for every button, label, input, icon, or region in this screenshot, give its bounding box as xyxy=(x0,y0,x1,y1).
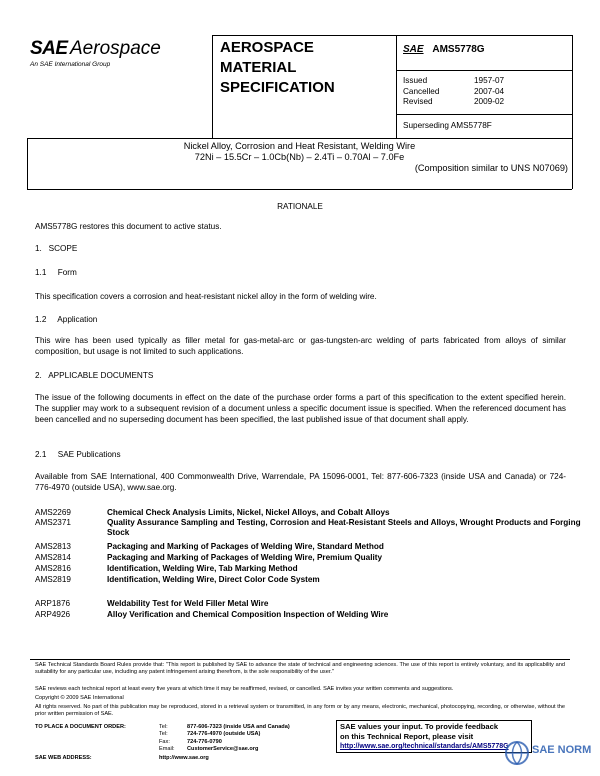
order-block xyxy=(35,724,335,764)
cancelled-value: 2007-04 xyxy=(474,86,505,96)
logo-tagline: An SAE International Group xyxy=(30,61,111,68)
title-bottom-rule xyxy=(27,189,572,190)
doc-ref-title: Weldability Test for Weld Filler Metal Wire xyxy=(107,599,269,608)
doc-ref-title: Identification, Welding Wire, Tab Marking Method xyxy=(107,564,298,573)
title-block xyxy=(27,141,572,174)
issued-label: Issued xyxy=(403,76,428,85)
fax-label: Fax: xyxy=(159,738,170,745)
section-1-1-heading: 1.1 Form xyxy=(35,268,77,277)
spec-title-line-2: MATERIAL xyxy=(220,59,297,76)
watermark-globe-icon xyxy=(504,740,530,766)
section-2-heading: 2. APPLICABLE DOCUMENTS xyxy=(35,371,154,380)
header-divider-left xyxy=(212,35,213,138)
doc-ref-code: ARP1876 xyxy=(35,599,71,608)
doc-ref-title: Chemical Check Analysis Limits, Nickel, Nickel Alloys, and Cobalt Alloys xyxy=(107,508,390,517)
feedback-link[interactable]: http://www.sae.org/technical/standards/AMS5778G xyxy=(340,743,509,750)
title-line-2: 72Ni – 15.5Cr – 1.0Cb(Nb) – 2.4Ti – 0.70Al – 7.0Fe xyxy=(194,152,405,162)
doc-ref-row xyxy=(35,542,600,552)
revised-value: 2009-02 xyxy=(474,97,505,106)
title-line-3: (Composition similar to UNS N07069) xyxy=(414,163,568,173)
doc-ref-title: Identification, Welding Wire, Direct Color Code System xyxy=(107,575,320,584)
rationale-heading: RATIONALE xyxy=(277,202,323,211)
superseding: Superseding AMS5778F xyxy=(403,121,492,130)
email-value[interactable]: CustomerService@sae.org xyxy=(187,746,259,753)
doc-ref-code: AMS2371 xyxy=(35,518,71,527)
issued-value: 1957-07 xyxy=(474,76,505,85)
tel-label: Tel: xyxy=(159,724,168,730)
footer-rules-text: SAE Technical Standards Board Rules provide that: "This report is published by SAE to advance the state of technical and engineering sciences. The use of this report is entirely voluntary, and its applicability and suitability for any particular use, including any patent infringement arising therefrom, is the sole responsibility of the user." xyxy=(35,662,565,676)
doc-ref-code: AMS2813 xyxy=(35,542,71,551)
title-left-edge xyxy=(27,138,28,189)
tel2-value: 724-776-4970 (outside USA) xyxy=(187,731,261,738)
fax-value: 724-776-0790 xyxy=(187,738,222,745)
badge-sae: SAE xyxy=(403,44,424,55)
issue-dates xyxy=(403,76,504,108)
revised-label: Revised xyxy=(403,97,433,106)
footer-rights-text: All rights reserved. No part of this publication may be reproduced, stored in a retrieval system or transmitted, in any form or by any means, electronic, mechanical, photocopying, recording, or otherwise, without the prior written permission of SAE. xyxy=(35,704,565,718)
sae-norm-watermark xyxy=(500,736,600,776)
title-line-1: Nickel Alloy, Corrosion and Heat Resistant, Welding Wire xyxy=(183,141,416,151)
doc-ref-row xyxy=(35,564,600,574)
spec-title-line-1: AEROSPACE xyxy=(220,39,314,56)
web-value[interactable]: http://www.sae.org xyxy=(159,755,209,761)
dates-rule xyxy=(396,114,572,115)
doc-ref-title: Packaging and Marking of Packages of Welding Wire, Premium Quality xyxy=(107,553,383,562)
doc-ref-code: ARP4926 xyxy=(35,610,71,619)
header-divider-right xyxy=(396,35,397,138)
header-top-rule xyxy=(212,35,572,36)
doc-ref-title: Quality Assurance Sampling and Testing, Corrosion and Heat-Resistant Steels and Alloys, Wrought Products and Forging Stock xyxy=(107,518,581,537)
sae-aerospace-logo xyxy=(30,38,190,74)
doc-ref-row xyxy=(35,553,600,563)
tel2-label: Tel: xyxy=(159,731,168,738)
title-right-edge xyxy=(572,138,573,189)
feedback-line-1: SAE values your input. To provide feedback xyxy=(340,722,499,731)
header-bottom-rule xyxy=(27,138,572,139)
logo-sae: SAE xyxy=(30,38,68,59)
footer-copyright: Copyright © 2009 SAE International xyxy=(35,695,124,701)
doc-ref-code: AMS2814 xyxy=(35,553,71,562)
doc-ref-code: AMS2269 xyxy=(35,508,71,517)
cancelled-label: Cancelled xyxy=(403,86,440,96)
web-label: SAE WEB ADDRESS: xyxy=(35,755,92,761)
email-label: Email: xyxy=(159,746,175,753)
section-1-1-text: This specification covers a corrosion and heat-resistant nickel alloy in the form of welding wire. xyxy=(35,292,377,301)
doc-ref-code: AMS2819 xyxy=(35,575,71,584)
doc-ref-row xyxy=(35,575,600,585)
section-2-1-text: Available from SAE International, 400 Commonwealth Drive, Warrendale, PA 15096-0001, Tel: 877-606-7323 (inside USA and Canada) or 724-776-4970 (outside USA), www.sae.org. xyxy=(35,472,566,492)
doc-number-badge xyxy=(403,44,485,55)
doc-ref-title: Packaging and Marking of Packages of Welding Wire, Standard Method xyxy=(107,542,384,551)
doc-ref-title: Alloy Verification and Chemical Composition Inspection of Welding Wire xyxy=(107,610,389,619)
section-2-text: The issue of the following documents in effect on the date of the purchase order forms a part of this specification to the extent specified herein. The supplier may work to a subsequent revision of a document unless a specific document issue is specified. When the referenced document has been cancelled and no superseding document has been specified, the last published issue of that document shall apply. xyxy=(35,393,566,424)
doc-ref-row xyxy=(35,508,600,518)
footer-review-text: SAE reviews each technical report at least every five years at which time it may be reaffirmed, revised, or cancelled. SAE invites your written comments and suggestions. xyxy=(35,686,454,692)
footer-top-rule xyxy=(30,659,570,660)
section-1-2-text: This wire has been used typically as filler metal for gas-metal-arc or gas-tungsten-arc welding of parts fabricated from alloys of similar composition, but usage is not limited to such applications. xyxy=(35,336,566,356)
rationale-text: AMS5778G restores this document to active status. xyxy=(35,222,222,231)
tel-value: 877-606-7323 (inside USA and Canada) xyxy=(187,724,290,730)
section-2-1-heading: 2.1 SAE Publications xyxy=(35,450,121,459)
header-right-edge xyxy=(572,35,573,138)
feedback-line-2: on this Technical Report, please visit xyxy=(340,732,474,741)
doc-number: AMS5778G xyxy=(432,44,485,55)
badge-underline xyxy=(396,70,572,71)
doc-ref-row xyxy=(35,610,600,620)
doc-ref-row xyxy=(35,518,600,538)
order-label: TO PLACE A DOCUMENT ORDER: xyxy=(35,724,126,730)
doc-ref-row xyxy=(35,599,600,609)
spec-title xyxy=(220,38,335,98)
watermark-text: SAE NORM xyxy=(532,744,592,756)
doc-ref-code: AMS2816 xyxy=(35,564,71,573)
section-1-2-heading: 1.2 Application xyxy=(35,315,98,324)
logo-aerospace: Aerospace xyxy=(70,38,161,59)
section-1-heading: 1. SCOPE xyxy=(35,244,78,253)
spec-title-line-3: SPECIFICATION xyxy=(220,79,335,96)
